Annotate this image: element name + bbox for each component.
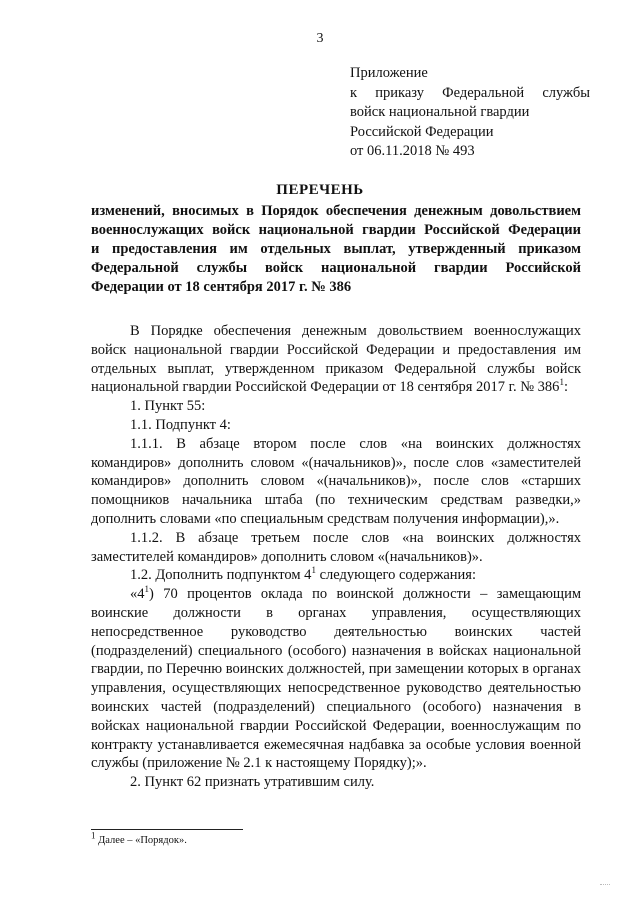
item-1-2-sup: 1	[311, 565, 316, 576]
intro-text: В Порядке обеспечения денежным довольствием военнослужащих войск национальной гвардии Российской Федерации и предоставления им отдельных выплат, утвержденном приказом Федеральной службы войск национальной гвардии Российской Федерации от 18 сентября 2017 г. № 386	[91, 323, 581, 396]
subtitle-line-1: изменений, вносимых в Порядок обеспечения денежным довольствием	[91, 203, 581, 219]
item-1-1-2: 1.1.2. В абзаце третьем после слов «на воинских должностях заместителей командиров» дополнить словом «(начальников)».	[91, 529, 581, 565]
subtitle-line-4: Федеральной службы войск национальной гвардии Российской	[91, 260, 581, 276]
quote-text: ) 70 процентов оклада по воинской должности – замещающим воинские должности в органах управления, осуществляющих непосредственное руководство деятельностью воинских частей (подразделений) специального (особого) назначения в войсках национальной гвардии, по Перечню воинских должностей, при замещении которых в органах управления, осуществляющих непосредственное руководство деятельностью воинских частей (подразделений) специального (особого) назначения в войсках национальной гвардии Российской Федерации, военнослужащим по контракту устанавливается ежемесячная надбавка за особые условия военной службы (приложение № 2.1 к настоящему Порядку);».	[91, 586, 581, 772]
subtitle-line-2: военнослужащих войск национальной гвардии Российской Федерации	[91, 222, 581, 238]
document-title: ПЕРЕЧЕНЬ	[276, 182, 364, 198]
page-number: 3	[316, 31, 324, 46]
annex-line-3: войск национальной гвардии	[350, 104, 530, 120]
footnote-ref: 1	[559, 377, 564, 388]
footnote	[91, 830, 187, 846]
footnote-text: Далее – «Порядок».	[95, 835, 187, 846]
item-1-1-1: 1.1.1. В абзаце втором после слов «на воинских должностях командиров» дополнить словом «(начальников)», после слов «заместителей командиров» дополнить словом «(начальников)», после слов «старших помощников начальника штаба (по техническим средствам разведки,» дополнить словами «по специальным средствам получения информации),».	[91, 435, 581, 527]
quoted-subpoint	[91, 585, 581, 773]
quote-sup: 1	[144, 584, 149, 595]
item-1-2-text-end: следующего содержания:	[315, 567, 477, 584]
annex-line-2: к приказу Федеральной службы	[350, 84, 590, 101]
annex-line-4: Российской Федерации	[350, 123, 494, 140]
subtitle-line-5: Федерации от 18 сентября 2017 г. № 386	[91, 279, 352, 295]
subtitle-line-3: и предоставления им отдельных выплат, утвержденный приказом	[91, 241, 581, 257]
item-1-2-text: 1.2. Дополнить подпунктом 4	[130, 567, 312, 584]
scan-mark	[600, 878, 610, 885]
item-1-2	[91, 566, 581, 585]
document-subtitle	[91, 202, 581, 297]
footnote-divider	[91, 829, 243, 830]
document-body	[91, 322, 581, 792]
item-2: 2. Пункт 62 признать утратившим силу.	[130, 774, 375, 791]
intro-paragraph	[91, 322, 581, 397]
annex-block	[350, 64, 590, 162]
footnote-number: 1	[91, 830, 96, 841]
annex-line-1: Приложение	[350, 65, 428, 81]
item-1: 1. Пункт 55:	[130, 398, 206, 415]
intro-end: :	[563, 379, 568, 396]
annex-line-5: от 06.11.2018 № 493	[350, 143, 475, 159]
quote-open: «4	[130, 586, 145, 603]
item-1-1: 1.1. Подпункт 4:	[130, 416, 231, 433]
